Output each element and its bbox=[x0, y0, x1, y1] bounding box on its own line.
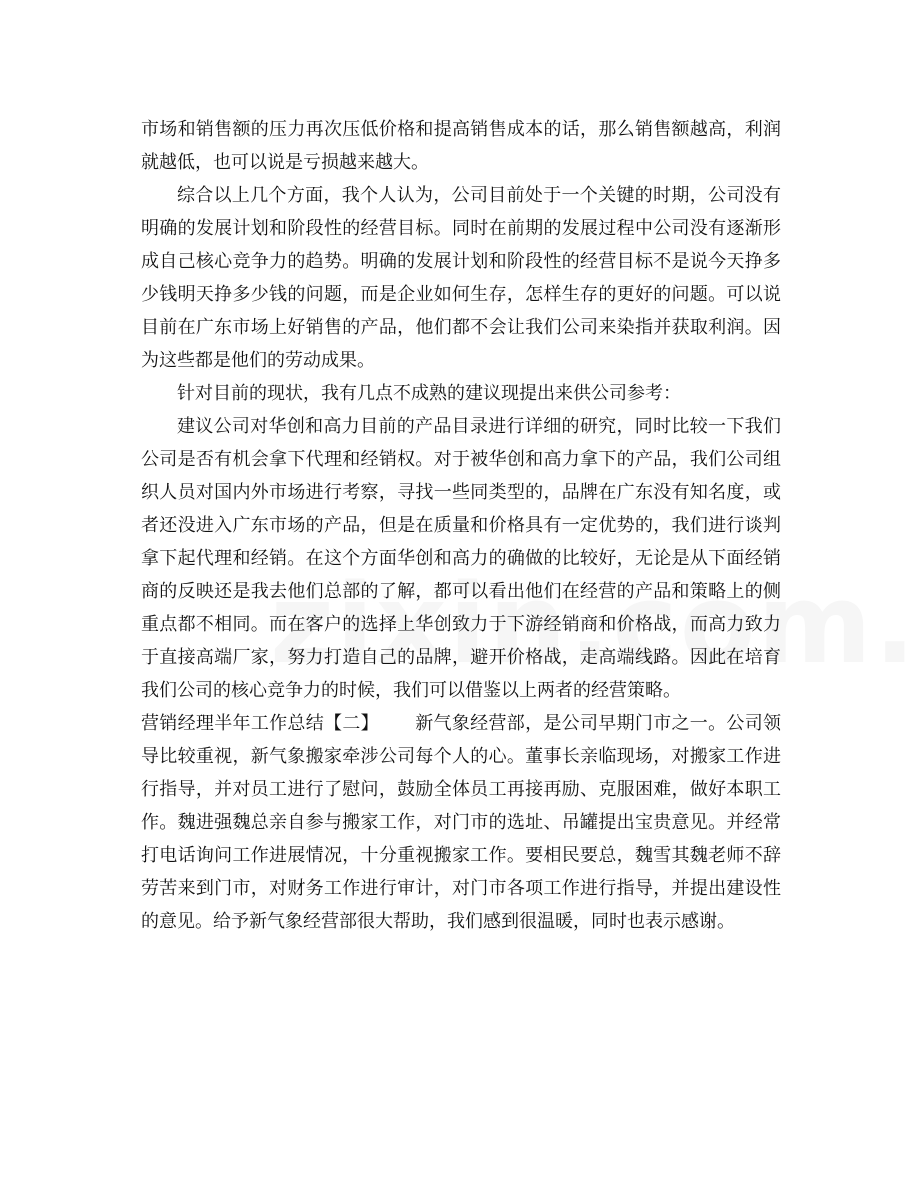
paragraph-2: 综合以上几个方面，我个人认为，公司目前处于一个关键的时期，公司没有明确的发展计划和阶段性的经营目标。同时在前期的发展过程中公司没有逐渐形成自己核心竞争力的趋势。明确的发展计划和阶段性的经营目标不是说今天挣多少钱明天挣多少钱的问题，而是企业如何生存，怎样生存的更好的问题。可以说目前在广东市场上好销售的产品，他们都不会让我们公司来染指并获取利润。因为这些都是他们的劳动成果。 bbox=[141, 185, 781, 371]
section-paragraph bbox=[141, 707, 781, 938]
paragraph-1: 市场和销售额的压力再次压低价格和提高销售成本的话，那么销售额越高，利润就越低，也可以说是亏损越来越大。 bbox=[141, 119, 781, 173]
paragraph-4: 建议公司对华创和高力目前的产品目录进行详细的研究，同时比较一下我们公司是否有机会拿下代理和经销权。对于被华创和高力拿下的产品，我们公司组织人员对国内外市场进行考察，寻找一些同类型的，品牌在广东没有知名度，或者还没进入广东市场的产品，但是在质量和价格具有一定优势的，我们进行谈判拿下起代理和经销。在这个方面华创和高力的确做的比较好，无论是从下面经销商的反映还是我去他们总部的了解，都可以看出他们在经营的产品和策略上的侧重点都不相同。而在客户的选择上华创致力于下游经销商和价格战，而高力致力于直接高端厂家，努力打造自己的品牌，避开价格战，走高端线路。因此在培育我们公司的核心竞争力的时候，我们可以借鉴以上两者的经营策略。 bbox=[141, 416, 781, 701]
section-body: 新气象经营部，是公司早期门市之一。公司领导比较重视，新气象搬家牵涉公司每个人的心。董事长亲临现场，对搬家工作进行指导，并对员工进行了慰问，鼓励全体员工再接再励、克服困难，做好本职工作。魏进强魏总亲自参与搬家工作，对门市的选址、吊罐提出宝贵意见。并经常打电话询问工作进展情况，十分重视搬家工作。要相民要总，魏雪其魏老师不辞劳苦来到门市，对财务工作进行审计，对门市各项工作进行指导，并提出建设性的意见。给予新气象经营部很大帮助，我们感到很温暖，同时也表示感谢。 bbox=[141, 713, 782, 932]
document-body bbox=[141, 113, 781, 938]
paragraph-3: 针对目前的现状，我有几点不成熟的建议现提出来供公司参考： bbox=[177, 383, 681, 404]
section-title: 营销经理半年工作总结【二】 bbox=[141, 713, 379, 734]
